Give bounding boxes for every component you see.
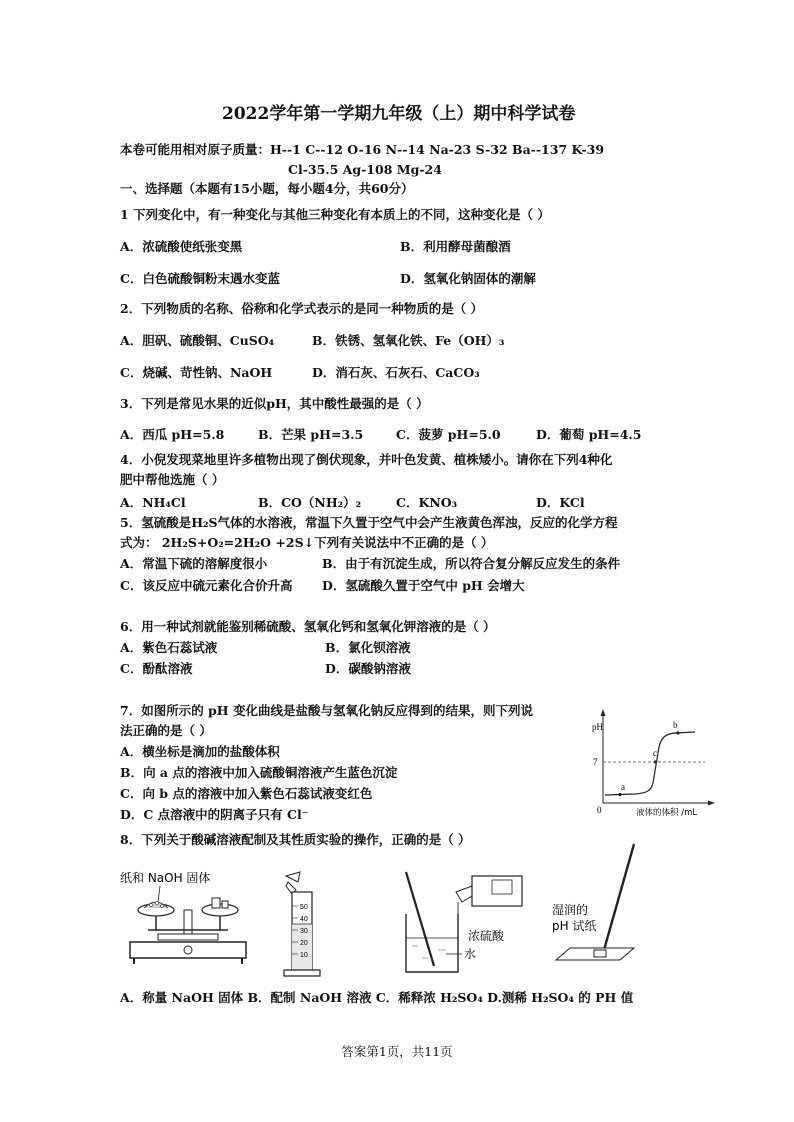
tick-label-40: 40 (300, 916, 308, 923)
q4-option-a: A．NH₄Cl (120, 495, 186, 510)
dilution-figure (398, 868, 533, 980)
q5-option-c: C．该反应中硫元素化合价升高 (120, 578, 293, 593)
q4-option-b: B．CO（NH₂）₂ (258, 495, 362, 510)
balance-label: 纸和 NaOH 固体 (120, 871, 211, 885)
weight (212, 898, 220, 908)
q6-option-d: D．碳酸钠溶液 (325, 661, 411, 676)
atomic-mass-line-2: Cl-35.5 Ag-108 Mg-24 (288, 162, 442, 177)
q6-option-b: B．氯化钡溶液 (325, 640, 411, 655)
point-b (676, 731, 679, 734)
ph-paper (594, 950, 606, 957)
q7-option-b: B．向 a 点的溶液中加入硫酸铜溶液产生蓝色沉淀 (120, 765, 398, 780)
q3-option-d: D．葡萄 pH=4.5 (536, 427, 642, 442)
q2-stem: 2．下列物质的名称、俗称和化学式表示的是同一种物质的是（ ） (120, 301, 484, 316)
y-axis-arrow (601, 709, 606, 716)
cylinder-base (284, 970, 320, 976)
q5-option-b: B．由于有沉淀生成，所以符合复分解反应发生的条件 (322, 556, 621, 571)
q1-option-a: A．浓硫酸使纸张变黑 (120, 239, 243, 254)
q5-option-d: D．氢硫酸久置于空气中 pH 会增大 (322, 578, 525, 593)
graph-label-c: c (653, 748, 657, 758)
pellet (161, 905, 164, 908)
graph-seven-label: 7 (593, 757, 598, 767)
graph-ylabel: pH (592, 722, 603, 732)
label-pointer (158, 886, 160, 902)
q6-stem: 6．用一种试剂就能鉴别稀硫酸、氢氧化钙和氢氧化钾溶液的是（ ） (120, 619, 496, 634)
tick-label-30: 30 (300, 928, 308, 935)
glass-rod (406, 872, 434, 966)
q5-option-a: A．常温下硫的溶解度很小 (120, 556, 268, 571)
pellet (150, 904, 153, 907)
acid-label: 浓硫酸 (468, 929, 505, 943)
q5-stem-line-2: 式为： 2H₂S+O₂=2H₂O +2S↓下列有关说法中不正确的是（ ） (120, 535, 494, 550)
beaker (406, 914, 458, 972)
graph-xlabel: 液体的体积 /mL (636, 808, 698, 818)
dropper-rod (604, 844, 634, 950)
q4-stem-line-2: 肥中帮他选施（ ） (120, 472, 225, 487)
graph-origin-label: 0 (597, 805, 602, 815)
tick-label-10: 10 (300, 952, 308, 959)
pellet (156, 902, 159, 905)
weight (222, 901, 228, 908)
page-title: 2022学年第一学期九年级（上）期中科学试卷 (222, 104, 576, 124)
graph-label-a: a (621, 782, 625, 792)
paper-funnel (286, 872, 300, 882)
q7-option-c: C．向 b 点的溶液中加入紫色石蕊试液变红色 (120, 786, 373, 801)
q4-stem-line-1: 4．小倪发现菜地里许多植物出现了倒伏现象，并叶色发黄、植株矮小。请你在下列4种化 (120, 452, 613, 467)
q4-option-d: D．KCl (536, 495, 585, 510)
balance-figure (118, 868, 258, 980)
point-a (618, 793, 621, 796)
q1-option-c: C．白色硫酸铜粉末遇水变蓝 (120, 271, 280, 286)
q6-option-c: C．酚酞溶液 (120, 661, 193, 676)
scale-rail (158, 934, 218, 940)
page-footer: 答案第1页，共11页 (341, 1044, 453, 1059)
center-column (184, 910, 192, 936)
q6-option-a: A．紫色石蕊试液 (120, 640, 218, 655)
q7-option-d: D．C 点溶液中的阴离子只有 Cl⁻ (120, 807, 309, 822)
q1-option-d: D．氢氧化钠固体的潮解 (400, 271, 536, 286)
tick-label-20: 20 (300, 940, 308, 947)
q8-options: A．称量 NaOH 固体 B．配制 NaOH 溶液 C．稀释浓 H₂SO₄ D.测稀 H₂SO₄ 的 PH 值 (120, 990, 634, 1005)
q8-stem: 8．下列关于酸碱溶液配制及其性质实验的操作，正确的是（ ） (120, 832, 471, 847)
ph-curve (605, 732, 695, 795)
q3-option-b: B．芒果 pH=3.5 (258, 427, 364, 442)
q1-option-b: B．利用酵母菌酿酒 (400, 239, 511, 254)
q3-option-c: C．菠萝 pH=5.0 (396, 427, 501, 442)
q5-stem-line-1: 5．氢硫酸是H₂S气体的水溶液，常温下久置于空气中会产生液黄色浑浊，反应的化学方程 (120, 515, 618, 530)
q2-option-a: A．胆矾、硫酸铜、CuSO₄ (120, 333, 275, 348)
q4-option-c: C．KNO₃ (396, 495, 458, 510)
cylinder-figure (278, 868, 338, 980)
q2-option-b: B．铁锈、氢氧化铁、Fe（OH）₃ (312, 333, 505, 348)
atomic-mass-line-1: 本卷可能用相对原子质量：H--1 C--12 O-16 N--14 Na-23 S-32 Ba--137 K-39 (120, 142, 605, 157)
ph-curve-graph (585, 705, 720, 820)
q1-stem: 1 下列变化中，有一种变化与其他三种变化有本质上的不同，这种变化是（ ） (120, 207, 550, 222)
water-label: 水 (464, 947, 477, 961)
graph-label-b: b (673, 720, 678, 730)
q3-stem: 3．下列是常见水果的近似pH，其中酸性最强的是（ ） (120, 396, 429, 411)
q7-stem-line-2: 法正确的是（ ） (120, 723, 212, 738)
paper-label-line-2: pH 试纸 (552, 919, 597, 933)
point-c (654, 760, 657, 763)
bottle-label (492, 880, 512, 894)
section-heading: 一、选择题（本题有15小题，每小题4分，共60分） (120, 181, 414, 196)
tick-label-50: 50 (300, 904, 308, 911)
paper-label-line-1: 湿润的 (552, 903, 589, 917)
q2-option-c: C．烧碱、苛性钠、NaOH (120, 365, 273, 380)
bottle-neck (456, 886, 472, 902)
x-axis-arrow (708, 801, 715, 806)
adjust-knob (184, 946, 192, 954)
q7-option-a: A．横坐标是滴加的盐酸体积 (120, 744, 280, 759)
q7-stem-line-1: 7．如图所示的 pH 变化曲线是盐酸与氢氧化钠反应得到的结果，则下列说 (120, 703, 533, 718)
ph-paper-figure (548, 840, 643, 980)
q3-option-a: A．西瓜 pH=5.8 (120, 427, 225, 442)
q2-option-d: D．消石灰、石灰石、CaCO₃ (312, 365, 480, 380)
